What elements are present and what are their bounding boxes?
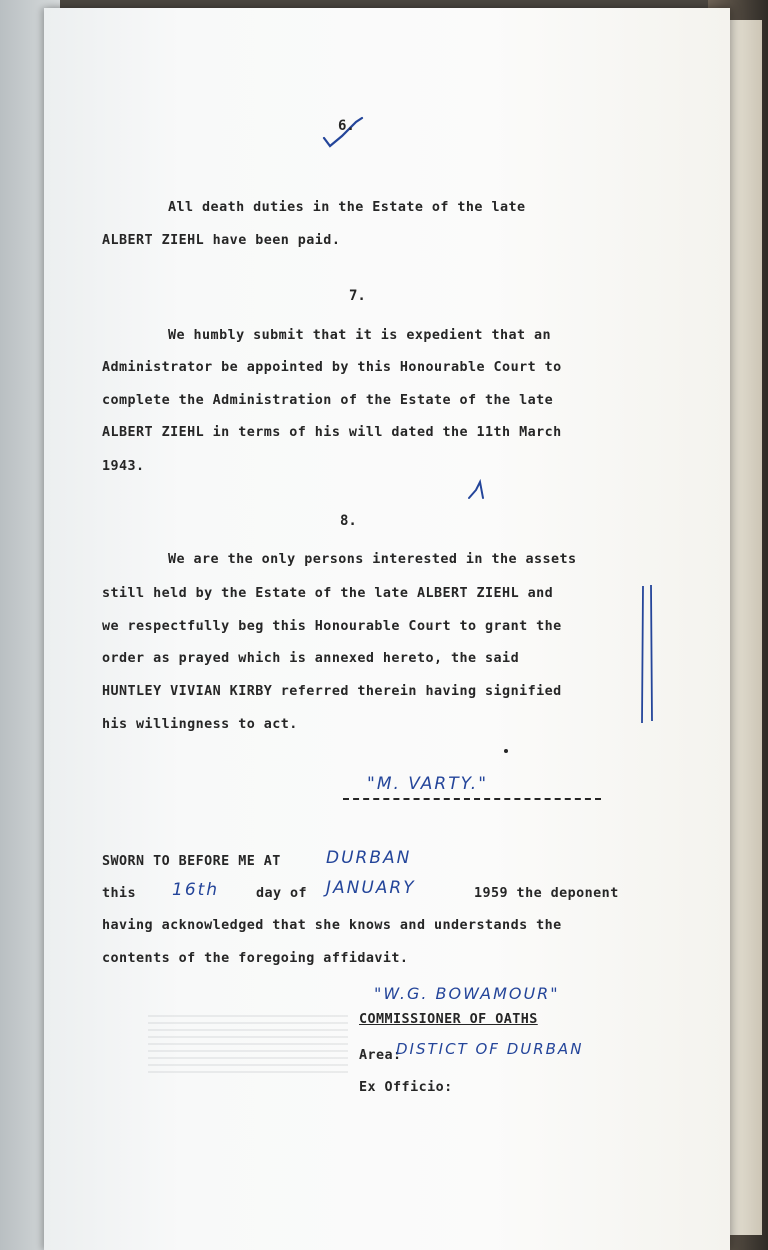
page-number: 6. <box>338 118 355 134</box>
this-label: this <box>102 886 137 901</box>
para3-line4: order as prayed which is annexed hereto, the said <box>102 651 520 666</box>
jurat-day: 16th <box>172 880 220 900</box>
day-of-label: day of <box>256 886 308 901</box>
sworn-label: SWORN TO BEFORE ME AT <box>102 854 281 869</box>
stacked-pages-edge <box>727 20 762 1235</box>
affidavit-page <box>44 8 730 1250</box>
para2-line4: ALBERT ZIEHL in terms of his will dated the 11th March <box>102 425 562 440</box>
jurat-line2: having acknowledged that she knows and understands the <box>102 918 562 933</box>
commissioner-title: COMMISSIONER OF OATHS <box>359 1012 538 1027</box>
para3-number: 8. <box>340 513 357 529</box>
para3-line1: We are the only persons interested in the assets <box>168 552 577 567</box>
jurat-month: JANUARY <box>326 878 416 898</box>
ex-officio-label: Ex Officio: <box>359 1080 453 1095</box>
commissioner-signature: "W.G. BOWAMOUR" <box>374 984 560 1003</box>
para2-line5: 1943. <box>102 459 145 474</box>
para3-line2: still held by the Estate of the late ALBERT ZIEHL and <box>102 586 554 601</box>
para2-line3: complete the Administration of the Estate of the late <box>102 393 554 408</box>
deponent-signature: "M. VARTY." <box>367 774 489 794</box>
area-label: Area: <box>359 1048 402 1063</box>
ghost-text-smudge <box>148 1013 348 1073</box>
caret-mark-icon <box>466 476 496 502</box>
para3-line5: HUNTLEY VIVIAN KIRBY referred therein having signified <box>102 684 562 699</box>
para3-line3: we respectfully beg this Honourable Court to grant the <box>102 619 562 634</box>
para3-line6: his willingness to act. <box>102 717 298 732</box>
signature-line <box>343 798 601 800</box>
ink-dot-icon <box>503 748 509 754</box>
margin-lines-icon <box>638 583 658 728</box>
area-value: DISTICT OF DURBAN <box>396 1040 584 1058</box>
para2-line2: Administrator be appointed by this Honourable Court to <box>102 360 562 375</box>
tick-mark-icon <box>322 108 392 153</box>
para1-line2: ALBERT ZIEHL have been paid. <box>102 233 341 248</box>
para2-line1: We humbly submit that it is expedient that an <box>168 328 552 343</box>
para2-number: 7. <box>349 288 366 304</box>
jurat-line3: contents of the foregoing affidavit. <box>102 951 409 966</box>
sworn-place: DURBAN <box>326 848 412 868</box>
para1-line1: All death duties in the Estate of the late <box>168 200 526 215</box>
year-text: 1959 the deponent <box>474 886 619 901</box>
